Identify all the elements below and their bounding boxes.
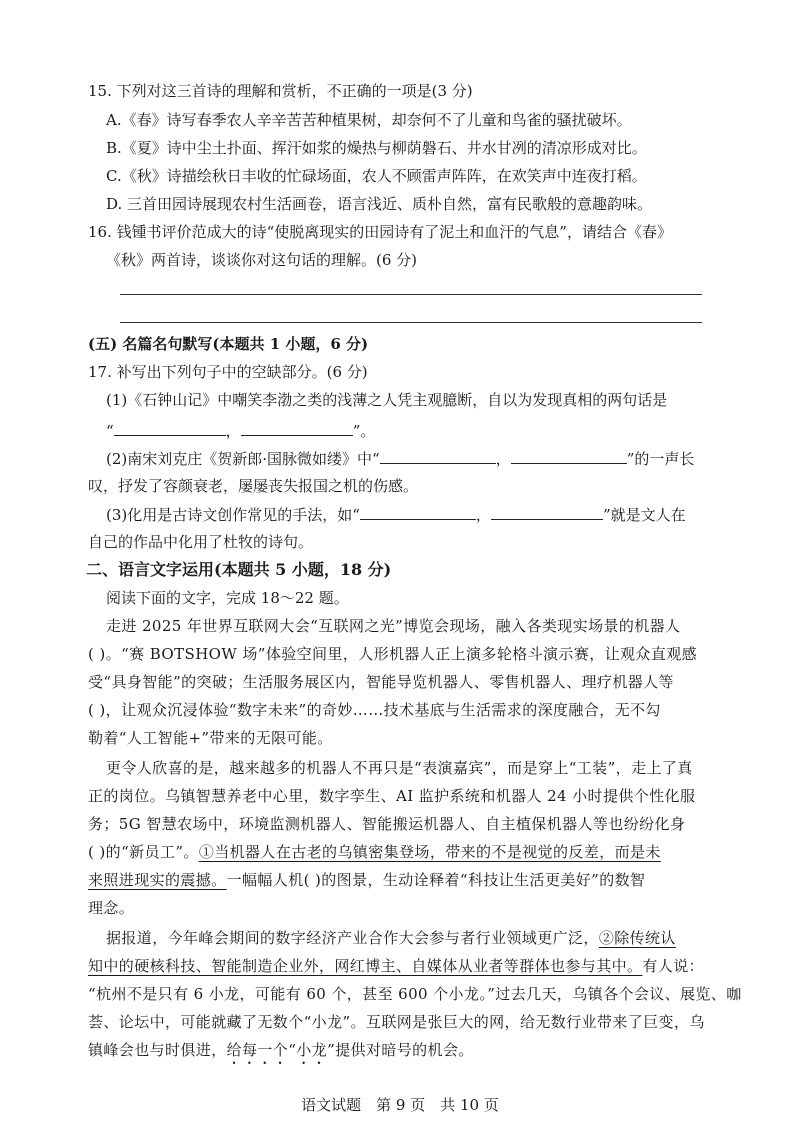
part-2-intro: 阅读下面的文字，完成 18～22 题。 <box>106 589 349 607</box>
passage-p1-line4: ( )，让观众沉浸体验“数字未来”的奇妙……技术基底与生活需求的深度融合，无不勾 <box>88 701 661 719</box>
blank-6[interactable] <box>491 503 603 520</box>
question-17-stem: 17. 补写出下列句子中的空缺部分。(6 分) <box>88 363 368 381</box>
text-segment: 提供对暗号的机会。 <box>335 1041 474 1059</box>
question-17-item2-line2: 叹，抒发了容颜衰老，屡屡丧失报国之机的伤感。 <box>88 477 419 495</box>
answer-line-1 <box>120 294 702 295</box>
open-quote: “ <box>106 422 114 440</box>
passage-p3-line1 <box>106 927 676 949</box>
question-15-stem: 15. 下列对这三首诗的理解和赏析，不正确的一项是(3 分) <box>88 82 473 100</box>
comma: ， <box>475 506 491 524</box>
question-16-line2: 《秋》两首诗，谈谈你对这句话的理解。(6 分) <box>106 251 418 269</box>
passage-p1-line5: 勒着“人工智能+”带来的无限可能。 <box>88 729 333 747</box>
underlined-sentence-1: ①当机器人在古老的乌镇密集登场，带来的不是视觉的反差，而是未 <box>198 843 661 861</box>
close-quote: ”。 <box>352 422 376 440</box>
question-17-item2 <box>106 447 694 470</box>
text-segment: 镇峰会也与时俱进， <box>88 1041 227 1059</box>
item2-prefix: (2)南宋刘克庄《贺新郎·国脉微如缕》中“ <box>106 450 380 468</box>
passage-p1-line1: 走进 2025 年世界互联网大会“互联网之光”博览会现场，融入各类现实场景的机器人 <box>106 617 681 635</box>
question-15-option-b: B.《夏》诗中尘土扑面、挥汗如浆的燥热与柳荫磐石、井水甘冽的清凉形成对比。 <box>106 139 647 157</box>
section-5-heading: (五) 名篇名句默写(本题共 1 小题，6 分) <box>88 335 369 353</box>
question-17-item3-line2: 自己的作品中化用了杜牧的诗句。 <box>88 533 314 551</box>
passage-p2-line3: 务；5G 智慧农场中，环境监测机器人、智能搬运机器人、自主植保机器人等也纷纷化身 <box>88 815 686 833</box>
passage-p3-line5 <box>88 1039 474 1068</box>
item3-prefix: (3)化用是古诗文创作常见的手法，如“ <box>106 506 360 524</box>
text-segment: 据报道，今年峰会期间的数字经济产业合作大会参与者行业领域更广泛， <box>106 929 599 947</box>
blank-4[interactable] <box>511 447 627 464</box>
passage-p2-line1: 更令人欣喜的是，越来越多的机器人不再只是“表演嘉宾”，而是穿上“工装”，走上了真 <box>106 759 693 777</box>
passage-p2-line4 <box>88 841 661 863</box>
item2-suffix: ”的一声长 <box>626 450 695 468</box>
comma: ， <box>495 450 511 468</box>
question-15-option-c: C.《秋》诗描绘秋日丰收的忙碌场面，农人不顾雷声阵阵，在欢笑声中连夜打稻。 <box>106 167 647 185</box>
answer-line-2 <box>120 322 702 323</box>
underlined-sentence-2-end: 知中的硬核科技、智能制造企业外，网红博主、自媒体从业者等群体也参与其中。 <box>88 957 643 975</box>
passage-p2-line5 <box>88 869 645 891</box>
passage-p3-line2 <box>88 955 704 977</box>
passage-p1-line2: ( )。“赛 BOTSHOW 场”体验空间里，人形机器人正上演多轮格斗演示赛，让观众直观感 <box>88 645 698 663</box>
passage-p3-line3: “杭州不是只有 6 小龙，可能有 60 个，甚至 600 个小龙。”过去几天，乌镇各个会议、展览、咖 <box>88 985 742 1003</box>
question-15-option-d: D. 三首田园诗展现农村生活画卷，语言浅近、质朴自然，富有民歌般的意趣韵味。 <box>106 195 653 213</box>
underlined-sentence-1-end: 来照进现实的震撼。 <box>88 871 227 889</box>
text-segment: 一幅幅人机( )的图景，生动诠释着“科技让生活更美好”的数智 <box>226 871 646 889</box>
dotted-phrase: 给每一个“小龙” <box>226 1041 336 1059</box>
underlined-sentence-2: ②除传统认 <box>598 929 676 947</box>
blank-2[interactable] <box>241 419 353 436</box>
comma: ， <box>225 422 241 440</box>
text-segment: 有人说： <box>642 957 705 975</box>
blank-1[interactable] <box>114 419 226 436</box>
question-17-item1: (1)《石钟山记》中嘲笑李渤之类的浅薄之人凭主观臆断，自以为发现真相的两句话是 <box>106 391 668 409</box>
passage-p2-line6: 理念。 <box>88 899 135 917</box>
question-17-item1-blanks <box>106 419 375 442</box>
passage-p3-line4: 荟、论坛中，可能就藏了无数个“小龙”。互联网是张巨大的网，给无数行业带来了巨变，乌 <box>88 1013 705 1031</box>
page-footer: 语文试题 第 9 页 共 10 页 <box>301 1096 499 1114</box>
part-2-heading: 二、语言文字运用(本题共 5 小题，18 分) <box>86 560 392 579</box>
blank-3[interactable] <box>380 447 496 464</box>
question-16-line1: 16. 钱锺书评价范成大的诗“使脱离现实的田园诗有了泥土和血汗的气息”，请结合《春》 <box>88 223 672 241</box>
item3-suffix: ”就是文人在 <box>602 506 686 524</box>
text-segment: ( )的“新员工”。 <box>88 843 199 861</box>
blank-5[interactable] <box>360 503 476 520</box>
question-17-item3 <box>106 503 686 526</box>
passage-p2-line2: 正的岗位。乌镇智慧养老中心里，数字孪生、AI 监护系统和机器人 24 小时提供个性化服 <box>88 787 696 805</box>
passage-p1-line3: 受“具身智能”的突破；生活服务展区内，智能导览机器人、零售机器人、理疗机器人等 <box>88 673 674 691</box>
question-15-option-a: A.《春》诗写春季农人辛辛苦苦种植果树，却奈何不了儿童和鸟雀的骚扰破坏。 <box>106 111 632 129</box>
